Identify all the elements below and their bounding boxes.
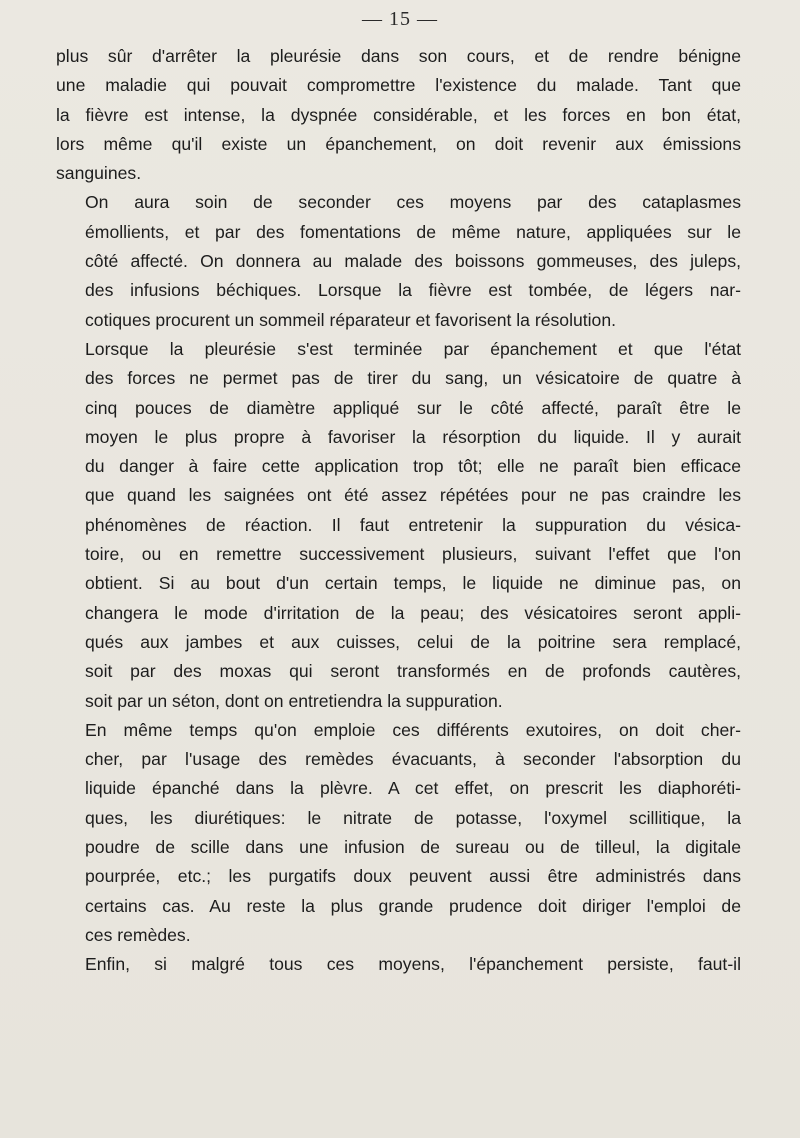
text-line: cher, par l'usage des remèdes évacuants, à seconder l'absorption du	[85, 749, 741, 770]
text-line: toire, ou en remettre successivement plusieurs, suivant l'effet que l'on	[85, 544, 741, 565]
text-line: des infusions béchiques. Lorsque la fièvre est tombée, de légers nar-	[85, 280, 741, 301]
text-line: que quand les saignées ont été assez répétées pour ne pas craindre les	[85, 485, 741, 506]
paragraph-4	[56, 716, 741, 950]
text-line: du danger à faire cette application trop tôt; elle ne paraît bien efficace	[85, 456, 741, 477]
text-line: En même temps qu'on emploie ces différents exutoires, on doit cher-	[85, 719, 741, 740]
text-line: certains cas. Au reste la plus grande prudence doit diriger l'emploi de	[85, 895, 741, 916]
text-line: pourprée, etc.; les purgatifs doux peuvent aussi être administrés dans	[85, 866, 741, 887]
text-line: obtient. Si au bout d'un certain temps, le liquide ne diminue pas, on	[85, 573, 741, 594]
text-line: cotiques procurent un sommeil réparateur et favorisent la résolution.	[85, 309, 617, 330]
text-line: ques, les diurétiques: le nitrate de potasse, l'oxymel scillitique, la	[85, 807, 741, 828]
text-line: On aura soin de seconder ces moyens par des cataplasmes	[85, 192, 741, 213]
text-line: soit par des moxas qui seront transformés en de profonds cautères,	[85, 661, 741, 682]
text-line: phénomènes de réaction. Il faut entretenir la suppuration du vésica-	[85, 514, 741, 535]
text-line: la fièvre est intense, la dyspnée considérable, et les forces en bon état,	[56, 104, 741, 125]
paragraph-5	[56, 950, 741, 979]
text-line: Enfin, si malgré tous ces moyens, l'épanchement persiste, faut-il	[85, 954, 741, 975]
page-number: — 15 —	[362, 8, 438, 30]
text-line: poudre de scille dans une infusion de sureau ou de tilleul, la digitale	[85, 837, 741, 858]
text-line: qués aux jambes et aux cuisses, celui de la poitrine sera remplacé,	[85, 631, 741, 652]
paragraph-2	[56, 188, 741, 334]
text-line: moyen le plus propre à favoriser la résorption du liquide. Il y aurait	[85, 426, 741, 447]
text-line: des forces ne permet pas de tirer du sang, un vésicatoire de quatre à	[85, 368, 741, 389]
text-line: liquide épanché dans la plèvre. A cet effet, on prescrit les diaphoréti-	[85, 778, 741, 799]
text-line: cinq pouces de diamètre appliqué sur le côté affecté, paraît être le	[85, 397, 741, 418]
text-line: côté affecté. On donnera au malade des boissons gommeuses, des juleps,	[85, 251, 741, 272]
text-line: une maladie qui pouvait compromettre l'existence du malade. Tant que	[56, 75, 741, 96]
text-line: soit par un séton, dont on entretiendra la suppuration.	[85, 690, 503, 711]
text-line: sanguines.	[56, 163, 142, 184]
body-text	[56, 42, 741, 980]
text-line: plus sûr d'arrêter la pleurésie dans son cours, et de rendre bénigne	[56, 46, 741, 66]
paragraph-3	[56, 335, 741, 716]
text-line: Lorsque la pleurésie s'est terminée par épanchement et que l'état	[85, 338, 741, 359]
text-line: émollients, et par des fomentations de même nature, appliquées sur le	[85, 221, 741, 242]
text-line: changera le mode d'irritation de la peau; des vésicatoires seront appli-	[85, 602, 741, 623]
paragraph-1	[56, 42, 741, 188]
text-line: lors même qu'il existe un épanchement, on doit revenir aux émissions	[56, 133, 741, 154]
text-line: ces remèdes.	[85, 924, 191, 945]
